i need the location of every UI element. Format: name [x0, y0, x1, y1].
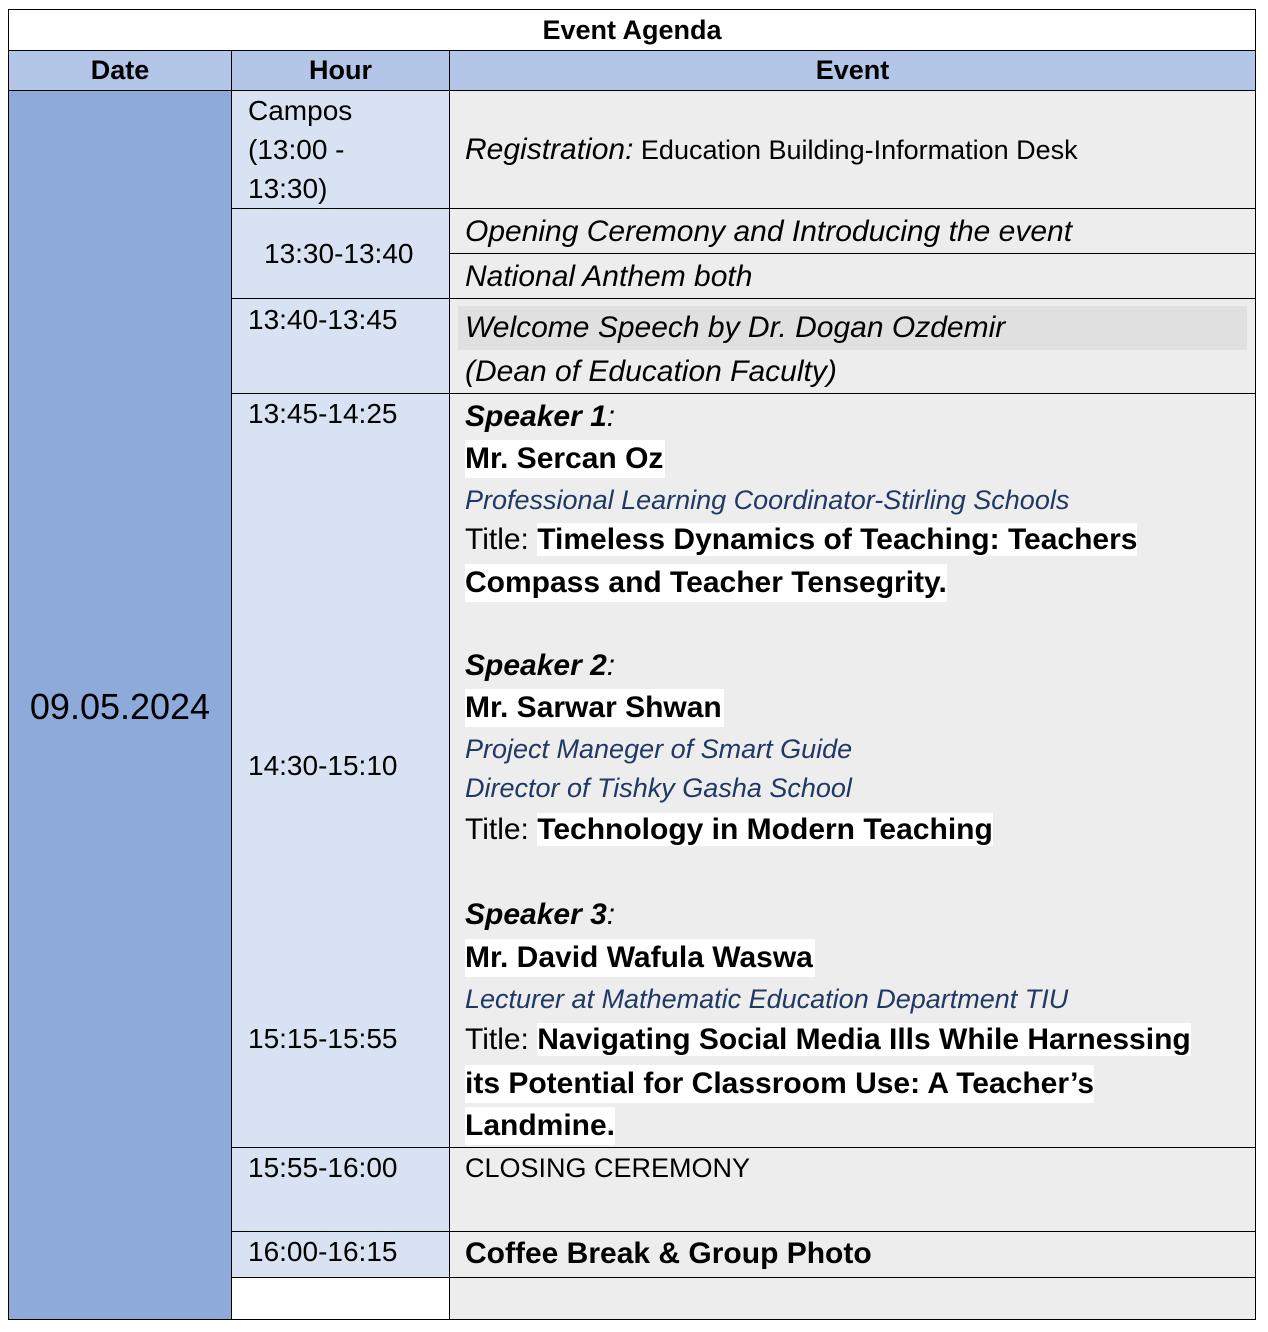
hour-text: 14:30-15:10: [248, 750, 398, 781]
hour-text: 13:30-13:40: [264, 238, 414, 269]
date-column-header: Date: [8, 50, 232, 91]
speaker-3-name: Mr. David Wafula Waswa: [465, 939, 815, 977]
dean-text: (Dean of Education Faculty): [465, 355, 837, 388]
speaker-3-role: Lecturer at Mathematic Education Department TIU: [465, 984, 1069, 1014]
event-cell-anthem: [449, 253, 1256, 299]
hour-text: 13:40-13:45: [248, 304, 398, 335]
closing-ceremony-text: CLOSING CEREMONY: [465, 1153, 751, 1183]
national-anthem-text: National Anthem both: [465, 260, 753, 293]
hour-cell-registration: [231, 90, 450, 209]
hour-cell-empty: [231, 1277, 450, 1320]
speaker-1-title: Title: Timeless Dynamics of Teaching: Teachers: [465, 523, 1138, 556]
speaker-2-role: Project Maneger of Smart Guide: [465, 734, 853, 764]
hour-cell-coffee: [231, 1231, 450, 1278]
event-cell-welcome: [449, 298, 1256, 394]
speaker-1-title-cont: Compass and Teacher Tensegrity.: [465, 564, 947, 602]
registration-label: Registration:: [465, 133, 634, 166]
event-cell-empty: [449, 1277, 1256, 1320]
speaker-2-heading: Speaker 2:: [465, 649, 616, 682]
speaker-3-heading: Speaker 3:: [465, 898, 616, 931]
event-date: 09.05.2024: [29, 686, 211, 727]
speaker-1-heading: Speaker 1:: [465, 400, 616, 433]
hour-text: 15:55-16:00: [248, 1152, 398, 1183]
event-cell-opening: [449, 208, 1256, 254]
event-cell-closing: [449, 1147, 1256, 1232]
hour-column-header: Hour: [231, 50, 450, 91]
speaker-1-role: Professional Learning Coordinator-Stirling Schools: [465, 485, 1070, 515]
event-column-header: Event: [449, 50, 1256, 91]
event-cell-registration: [449, 90, 1256, 209]
date-cell: [8, 90, 232, 1320]
hour-cell-welcome: [231, 298, 450, 394]
opening-ceremony-text: Opening Ceremony and Introducing the event: [465, 215, 1073, 248]
hour-text: 16:00-16:15: [248, 1236, 398, 1267]
speaker-3-title-end: Landmine.: [465, 1107, 615, 1145]
hour-text: 15:15-15:55: [248, 1023, 398, 1054]
hour-line: Campos: [248, 95, 353, 126]
registration-location: Education Building-Information Desk: [633, 135, 1078, 165]
coffee-break-text: Coffee Break & Group Photo: [465, 1237, 872, 1270]
speaker-1-name: Mr. Sercan Oz: [465, 440, 665, 478]
agenda-title: Event Agenda: [8, 9, 1256, 51]
speaker-2-name: Mr. Sarwar Shwan: [465, 689, 724, 727]
speaker-3-title: Title: Navigating Social Media Ills While Harnessing: [465, 1023, 1191, 1056]
speaker-2-role-2: Director of Tishky Gasha School: [465, 773, 852, 803]
hour-text: 13:45-14:25: [248, 398, 398, 429]
speaker-3-title-cont: its Potential for Classroom Use: A Teacher’s: [465, 1065, 1094, 1103]
registration-text: [465, 131, 1078, 169]
speaker-2-title: Title: Technology in Modern Teaching: [465, 813, 993, 846]
event-cell-speakers: [449, 393, 1256, 1148]
welcome-speech-text: Welcome Speech by Dr. Dogan Ozdemir: [465, 311, 1006, 344]
hour-line: (13:00 -: [248, 134, 345, 165]
hour-cell-closing: [231, 1147, 450, 1232]
event-cell-coffee: [449, 1231, 1256, 1278]
hour-cell-speakers: [231, 393, 450, 1148]
hour-cell-opening: [231, 208, 450, 299]
hour-line: 13:30): [248, 173, 328, 204]
